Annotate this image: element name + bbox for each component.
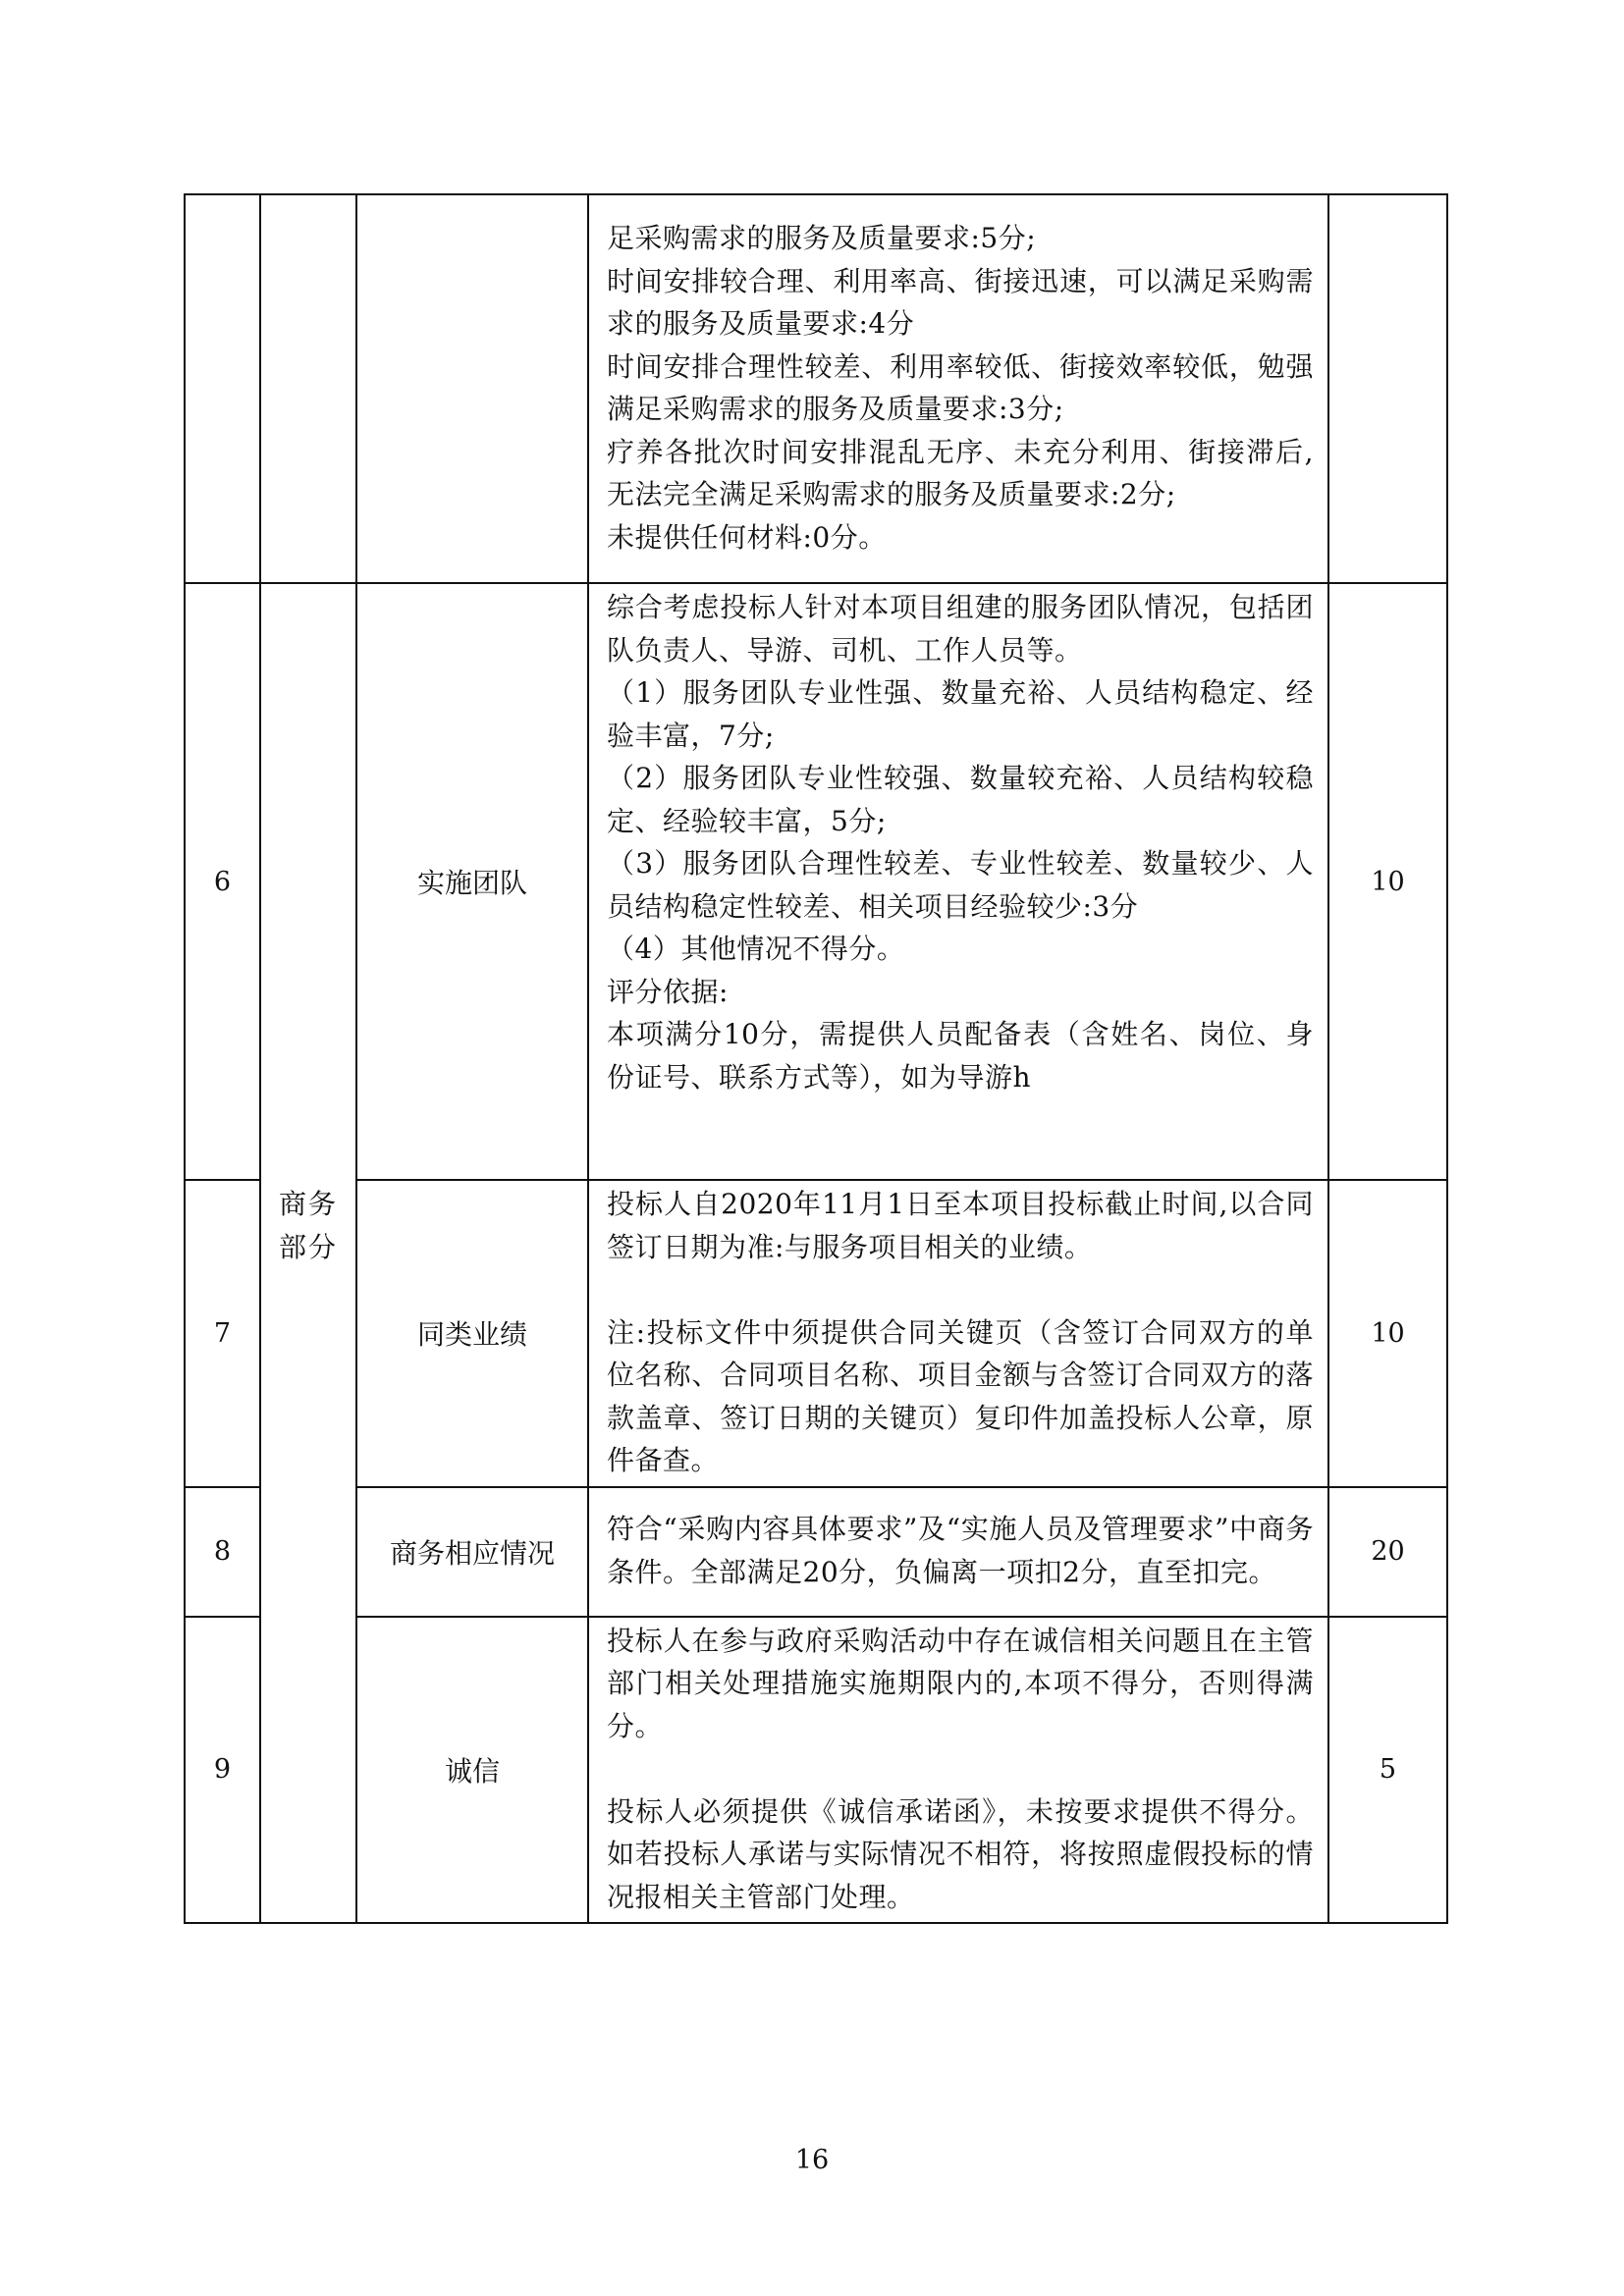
blank-line xyxy=(607,1268,1314,1311)
criteria-line: 注:投标文件中须提供合同关键页（含签订合同双方的单位名称、合同项目名称、项目金额与含签订合同双方的落款盖章、签订日期的关键页）复印件加盖投标人公章，原件备查。 xyxy=(607,1315,1314,1476)
criteria-line: 符合“采购内容具体要求”及“实施人员及管理要求”中商务条件。全部满足20分，负偏离一项扣2分，直至扣完。 xyxy=(607,1513,1314,1588)
criteria-line: 未提供任何材料:0分。 xyxy=(607,520,887,554)
category-cell xyxy=(260,583,356,1923)
criteria-cell xyxy=(588,194,1328,583)
item-name: 诚信 xyxy=(356,1617,588,1924)
criteria-line: （4）其他情况不得分。 xyxy=(607,933,905,965)
criteria-cell xyxy=(588,1487,1328,1617)
criteria-line: 疗养各批次时间安排混乱无序、未充分利用、街接滞后,无法完全满足采购需求的服务及质量要求:2分; xyxy=(607,435,1314,510)
criteria-line: 足采购需求的服务及质量要求:5分; xyxy=(607,222,1037,254)
row-number: 8 xyxy=(185,1487,260,1617)
item-name: 同类业绩 xyxy=(356,1180,588,1487)
criteria-line: 投标人自2020年11月1日至本项目投标截止时间,以合同签订日期为准:与服务项目相关的业绩。 xyxy=(607,1188,1314,1263)
score-cell xyxy=(1328,194,1447,583)
table-row-9 xyxy=(185,1617,1447,1924)
page-number: 16 xyxy=(794,2145,830,2175)
score-value: 5 xyxy=(1328,1617,1447,1924)
score-value: 10 xyxy=(1328,1180,1447,1487)
criteria-cell xyxy=(588,583,1328,1180)
table-row-6 xyxy=(185,583,1447,1180)
criteria-line: 时间安排合理性较差、利用率较低、街接效率较低，勉强满足采购需求的服务及质量要求:3分; xyxy=(607,349,1314,425)
criteria-cell xyxy=(588,1180,1328,1487)
item-name: 实施团队 xyxy=(356,583,588,1180)
criteria-line: 综合考虑投标人针对本项目组建的服务团队情况，包括团队负责人、导游、司机、工作人员等。 xyxy=(607,591,1314,667)
table-row-7 xyxy=(185,1180,1447,1487)
criteria-line: 评分依据: xyxy=(607,975,729,1008)
score-value: 10 xyxy=(1328,583,1447,1180)
category-cell xyxy=(260,194,356,583)
criteria-line: 投标人在参与政府采购活动中存在诚信相关问题且在主管部门相关处理措施实施期限内的,本项不得分，否则得满分。 xyxy=(607,1624,1314,1742)
criteria-line: （1）服务团队专业性强、数量充裕、人员结构稳定、经验丰富，7分; xyxy=(607,676,1314,752)
criteria-line: （3）服务团队合理性较差、专业性较差、数量较少、人员结构稳定性较差、相关项目经验较少:3分 xyxy=(607,847,1314,923)
table-row-continued xyxy=(185,194,1447,583)
blank-line xyxy=(607,1747,1314,1790)
criteria-cell xyxy=(588,1617,1328,1924)
row-number: 9 xyxy=(185,1617,260,1924)
row-no-cell xyxy=(185,194,260,583)
item-cell xyxy=(356,194,588,583)
table-row-8 xyxy=(185,1487,1447,1617)
row-number: 7 xyxy=(185,1180,260,1487)
scoring-table xyxy=(184,193,1448,1924)
item-name: 商务相应情况 xyxy=(356,1487,588,1617)
criteria-line: 时间安排较合理、利用率高、街接迅速，可以满足采购需求的服务及质量要求:4分 xyxy=(607,264,1314,340)
score-value: 20 xyxy=(1328,1487,1447,1617)
criteria-line: 本项满分10分，需提供人员配备表（含姓名、岗位、身份证号、联系方式等），如为导游h xyxy=(607,1018,1314,1094)
row-number: 6 xyxy=(185,583,260,1180)
criteria-line: 投标人必须提供《诚信承诺函》，未按要求提供不得分。如若投标人承诺与实际情况不相符，将按照虚假投标的情况报相关主管部门处理。 xyxy=(607,1794,1314,1913)
category-label: 商务部分 xyxy=(278,1188,338,1263)
criteria-line: （2）服务团队专业性较强、数量较充裕、人员结构较稳定、经验较丰富，5分; xyxy=(607,762,1314,837)
